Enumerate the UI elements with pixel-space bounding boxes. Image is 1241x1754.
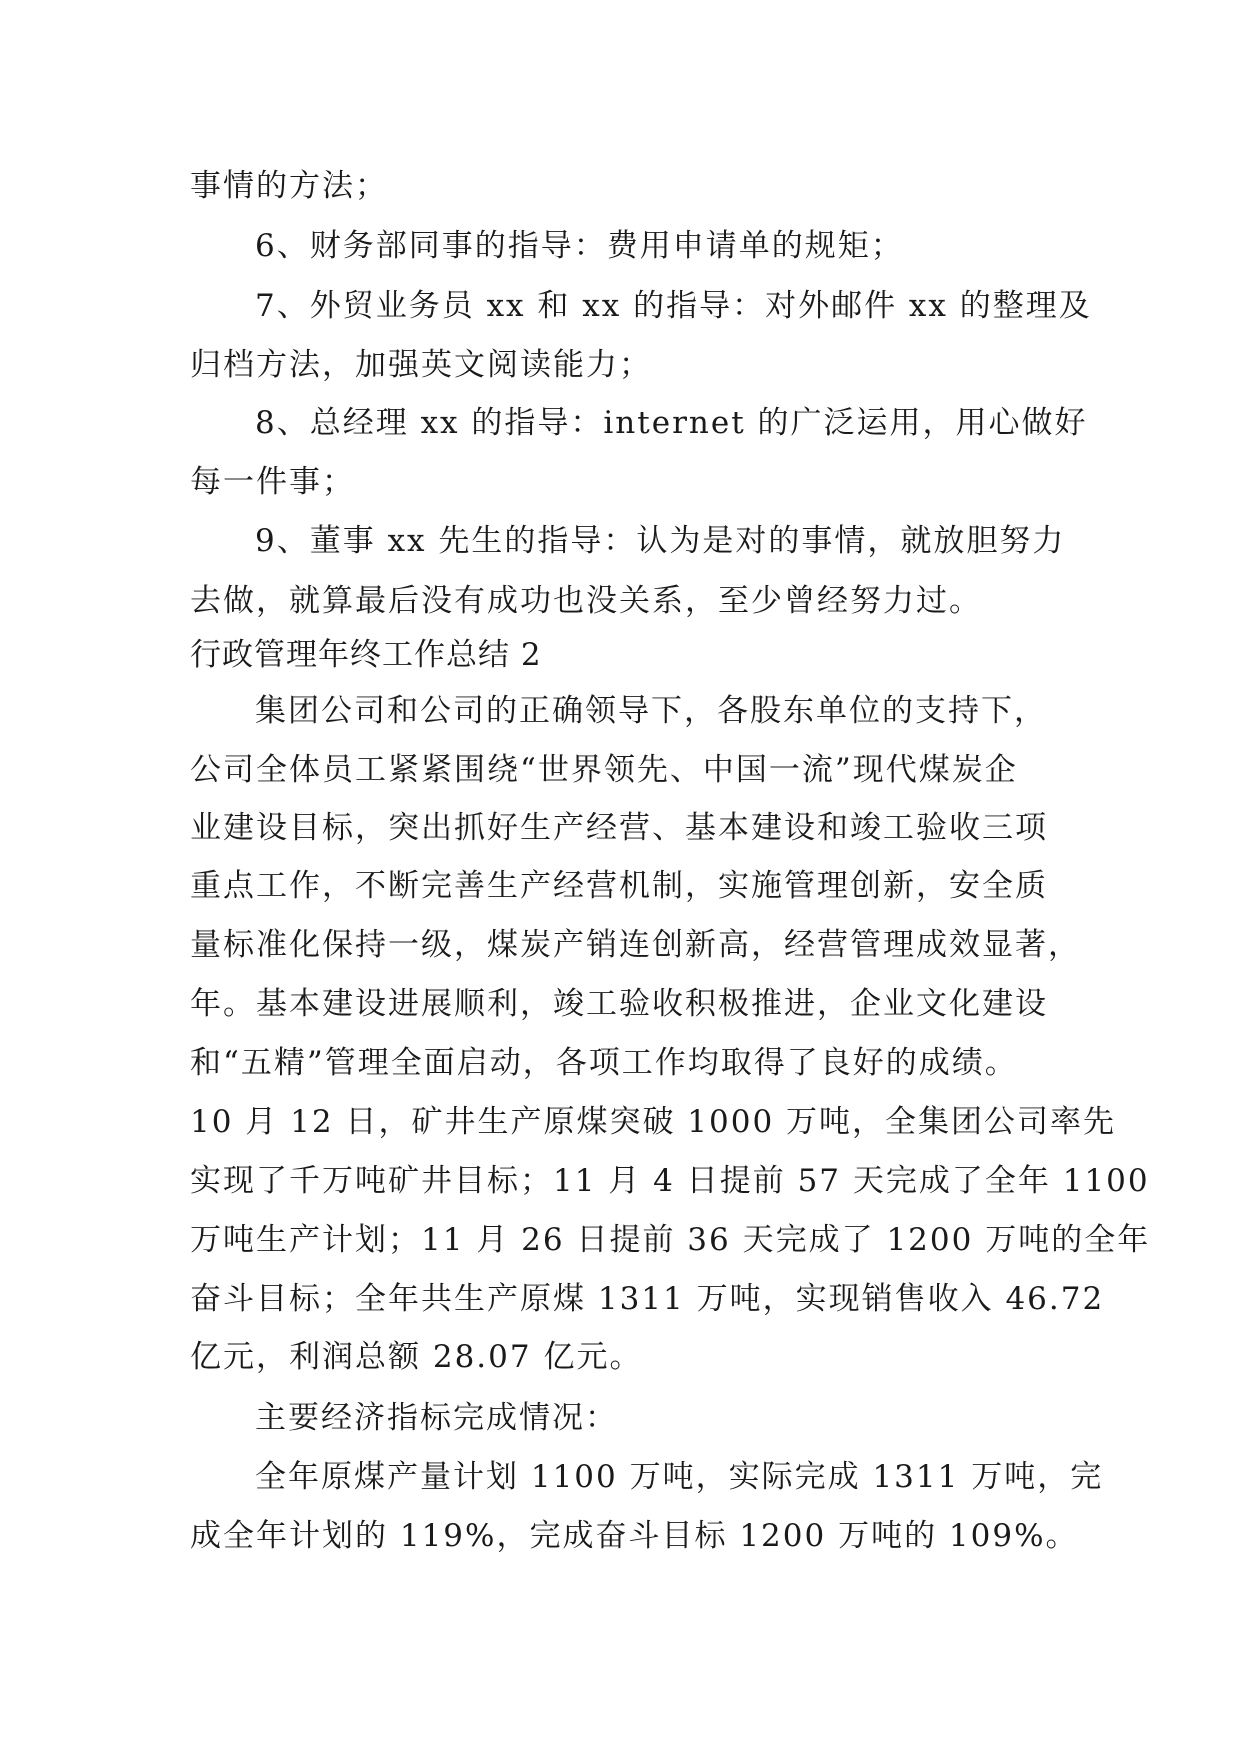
paragraph-line: 亿元，利润总额 28.07 亿元。 <box>190 1339 643 1375</box>
list-item-8: 8、总经理 xx 的指导：internet 的广泛运用，用心做好 <box>255 405 1088 441</box>
paragraph-line: 奋斗目标；全年共生产原煤 1311 万吨，实现销售收入 46.72 <box>190 1281 1105 1317</box>
paragraph-line: 事情的方法； <box>190 168 388 204</box>
paragraph-line: 成全年计划的 119%，完成奋斗目标 1200 万吨的 109%。 <box>190 1518 1079 1554</box>
paragraph-line: 10 月 12 日，矿井生产原煤突破 1000 万吨，全集团公司率先 <box>190 1104 1117 1140</box>
paragraph-line: 实现了千万吨矿井目标；11 月 4 日提前 57 天完成了全年 1100 <box>190 1163 1150 1199</box>
paragraph-line: 归档方法，加强英文阅读能力； <box>190 347 652 383</box>
paragraph-line: 量标准化保持一级，煤炭产销连创新高，经营管理成效显著， <box>190 927 1081 963</box>
paragraph-line: 集团公司和公司的正确领导下，各股东单位的支持下， <box>255 693 1047 729</box>
list-item-7: 7、外贸业务员 xx 和 xx 的指导：对外邮件 xx 的整理及 <box>255 288 1092 324</box>
paragraph-line: 万吨生产计划；11 月 26 日提前 36 天完成了 1200 万吨的全年 <box>190 1222 1151 1258</box>
paragraph-line: 年。基本建设进展顺利，竣工验收积极推进，企业文化建设 <box>190 986 1048 1022</box>
list-item-6: 6、财务部同事的指导：费用申请单的规矩； <box>255 228 904 264</box>
paragraph-line: 业建设目标，突出抓好生产经营、基本建设和竣工验收三项 <box>190 810 1048 846</box>
subheading: 主要经济指标完成情况： <box>255 1400 618 1436</box>
paragraph-line: 全年原煤产量计划 1100 万吨，实际完成 1311 万吨，完 <box>255 1459 1104 1495</box>
paragraph-line: 公司全体员工紧紧围绕“世界领先、中国一流”现代煤炭企 <box>190 752 1018 788</box>
section-title: 行政管理年终工作总结 2 <box>190 637 542 673</box>
paragraph-line: 去做，就算最后没有成功也没关系，至少曾经努力过。 <box>190 583 982 619</box>
list-item-9: 9、董事 xx 先生的指导：认为是对的事情，就放胆努力 <box>255 523 1066 559</box>
paragraph-line: 重点工作，不断完善生产经营机制，实施管理创新，安全质 <box>190 868 1048 904</box>
paragraph-line: 和“五精”管理全面启动，各项工作均取得了良好的成绩。 <box>190 1045 1018 1081</box>
paragraph-line: 每一件事； <box>190 464 355 500</box>
